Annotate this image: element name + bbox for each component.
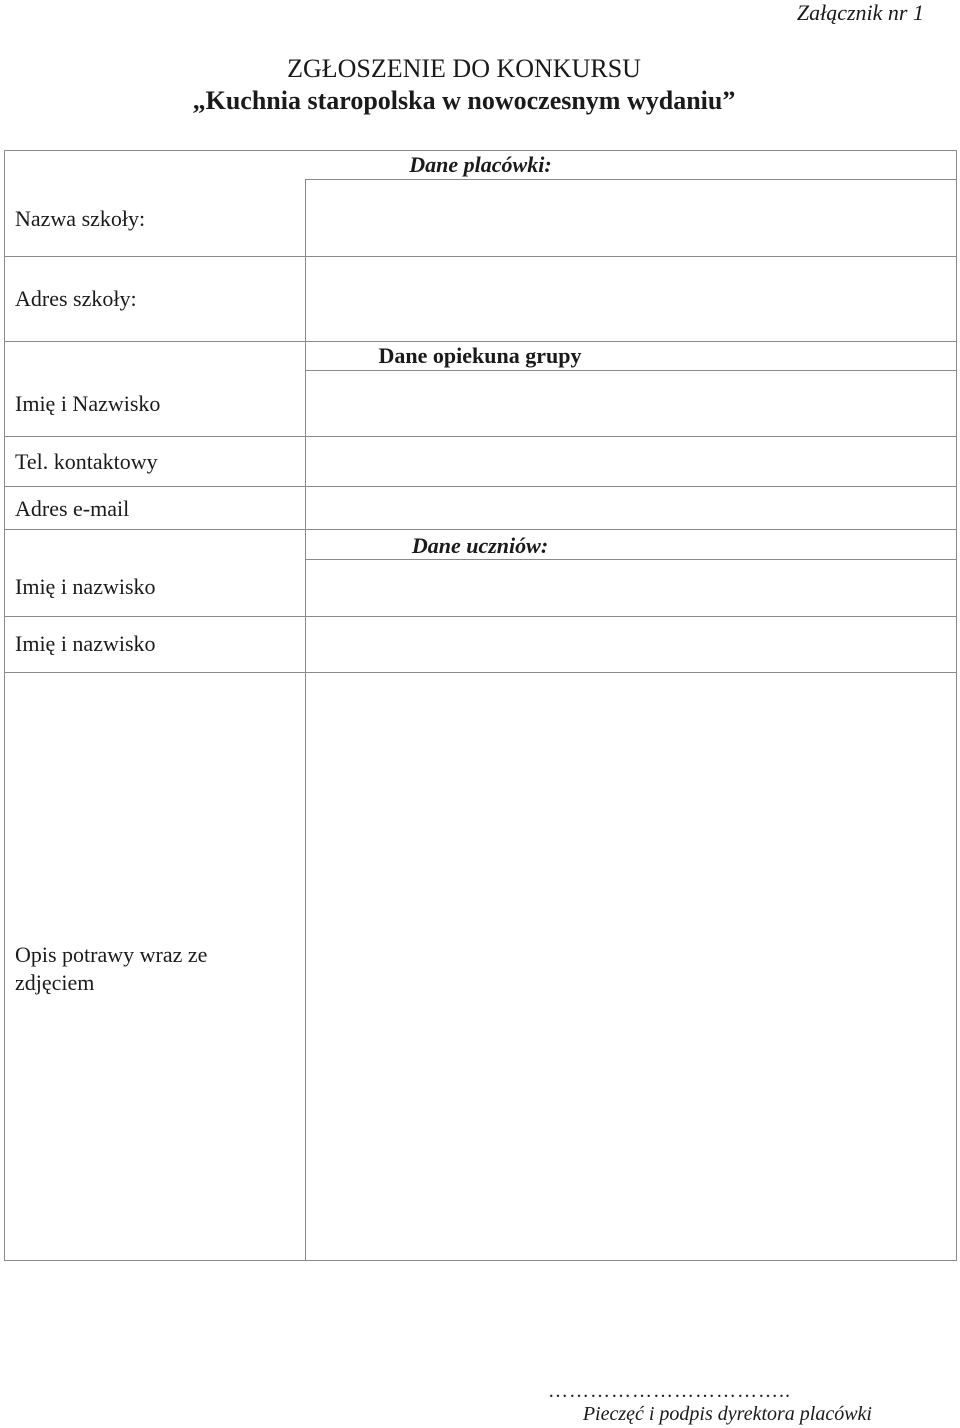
signature-label: Pieczęć i podpis dyrektora placówki (582, 1403, 872, 1425)
student-2-label: Imię i nazwisko (15, 631, 156, 656)
divider (5, 529, 956, 530)
divider (5, 616, 956, 617)
student-1-field[interactable] (307, 561, 956, 616)
divider (305, 370, 956, 371)
divider (5, 486, 956, 487)
school-address-field[interactable] (307, 258, 956, 341)
signature-line: …………………………….. (548, 1380, 791, 1402)
student-2-field[interactable] (307, 618, 956, 672)
guardian-name-field[interactable] (307, 372, 956, 436)
phone-field[interactable] (307, 438, 956, 486)
guardian-name-label: Imię i Nazwisko (15, 391, 161, 416)
divider (305, 559, 956, 560)
divider (5, 436, 956, 437)
application-form (4, 150, 957, 1261)
document-title: ZGŁOSZENIE DO KONKURSU (287, 54, 641, 83)
email-label: Adres e-mail (15, 496, 130, 521)
section-header-guardian: Dane opiekuna grupy (378, 343, 582, 368)
school-name-label: Nazwa szkoły: (15, 206, 146, 231)
dish-description-field[interactable] (307, 674, 956, 1259)
section-header-school: Dane placówki: (409, 152, 552, 177)
column-divider (305, 179, 306, 1260)
divider (5, 256, 956, 257)
divider (305, 179, 956, 180)
school-name-field[interactable] (307, 181, 956, 256)
dish-description-label: Opis potrawy wraz ze zdjęciem (15, 942, 208, 995)
school-address-label: Adres szkoły: (15, 286, 137, 311)
document-subtitle: „Kuchnia staropolska w nowoczesnym wydaniu” (192, 86, 736, 115)
divider (5, 672, 956, 673)
section-header-students: Dane uczniów: (411, 533, 549, 558)
email-field[interactable] (307, 488, 956, 529)
annex-label: Załącznik nr 1 (796, 0, 924, 25)
phone-label: Tel. kontaktowy (15, 449, 158, 474)
divider (5, 341, 956, 342)
student-1-label: Imię i nazwisko (15, 574, 156, 599)
